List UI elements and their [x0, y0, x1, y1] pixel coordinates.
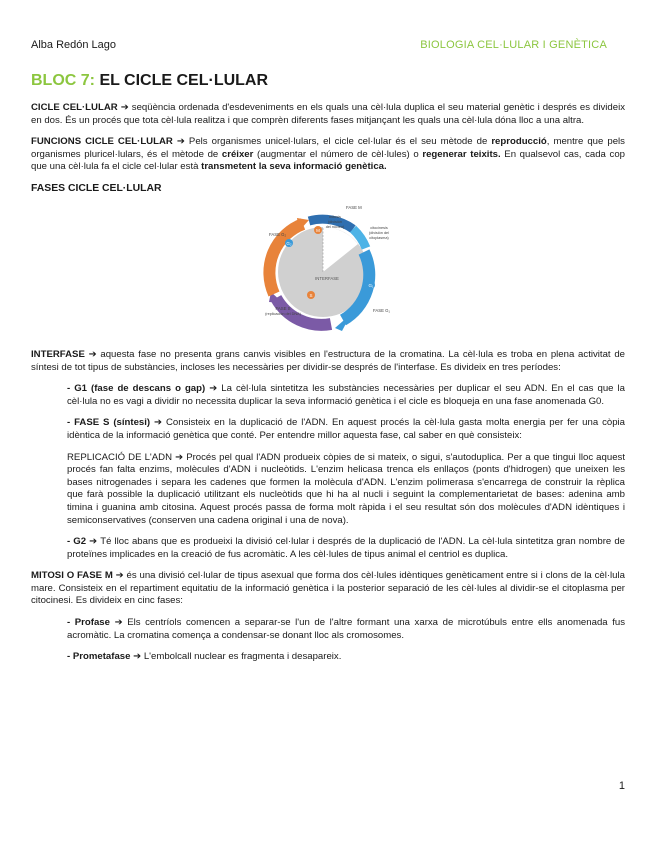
arrow-icon: ➔ [172, 451, 187, 463]
text-profase: Els centríols comencen a separar-se l'un de l'altre formant una xarxa de microtúbuls entre ells anomenada fus acromàtic. La cromatina comença a condensar-se donant lloc als cromosomes. [67, 617, 625, 641]
page-number: 1 [618, 780, 625, 792]
text-replicacio: Procés pel qual l'ADN produeix còpies de si mateix, o sigui, s'autoduplica. Per a que tingui lloc aquest procés fan falta enzims, molècules d'ADN i nucleòtids. L'enzim helicasa trenca els enllaços (ponts d'hidrogen) que uneixen les bases nitrogenades i separa les cadenes que formen la molècula d'ADN. L'enzim polimerasa s'encarrega de construir la rèplica que farà possible la duplicació utilitzant els nucleòtids que hi ha al nucli i seguint la complementarietat de bases: adenina amb timina i guanina amb citosina. Aquest procés passa de forma molt ràpida i el seu resultat són dos molècules d'ADN idèntiques i semiconservatives (conserven una cadena original i una de nova). [67, 451, 625, 526]
fase-g1-label: FASE G₁ [373, 307, 390, 313]
text-interfase: aquesta fase no presenta grans canvis visibles en l'estructura de la cromatina. La cèl·lula es troba en plena activitat de síntesi de tot tipus de substàncies, incloses les necessàries per dividir-se després de l'interfase. Es divideix en tres períodes: [31, 348, 625, 373]
text-fase-s: Consisteix en la duplicació de l'ADN. En aquest procés la cèl·lula gasta molta energia per fer una còpia idèntica de la informació genètica que conté. Per entendre millor aquesta fase, cal saber en què consisteix: [67, 417, 626, 441]
fase-m-label: FASE M [346, 204, 362, 210]
document-body [31, 72, 625, 673]
text-funcions-4: En qualsevol cas, cada cop que una cèl·lula fa el cicle cel·lular està [31, 148, 626, 173]
arrow-icon: ➔ [150, 417, 166, 429]
text-prometafase: L'embolcall nuclear es fragmenta i desapareix. [143, 651, 342, 663]
paragraph-profase [67, 617, 625, 642]
paragraph-g2 [67, 536, 625, 561]
citocinesis-label-2: (división del [368, 230, 390, 235]
fase-s-label-2: (replicación del DNA) [265, 311, 301, 316]
arrow-icon: ➔ [84, 348, 101, 360]
title-bloc: BLOC 7: [31, 72, 95, 89]
g1-label: G₁ [368, 282, 374, 288]
text-funcions-3: (augmentar el número de cèl·lules) o [253, 148, 423, 160]
term-g1: - G1 (fase de descans o gap) [67, 383, 206, 395]
interfase-label: INTERFASE [315, 275, 339, 281]
text-mitosi: és una divisió cel·lular de tipus asexual que forma dos cèl·lules idèntiques genèticament entre si i clons de la cèl·lula mare. Consisteix en el repartiment equitatiu de la informació genètica i la posterior separació de les cèl·lules al dividir-se el citoplasma per citocinesi. Es divideix en cinc fases: [31, 570, 625, 607]
text-g1: La cèl·lula sintetitza les substàncies necessàries per duplicar el seu ADN. En el cas que la cèl·lula no es vagi a dividir no necessita duplicar la seva informació genètica i el cicle es bloqueja en una fase anomenada G0. [67, 383, 625, 407]
term-fase-s: - FASE S (síntesi) [67, 417, 151, 429]
paragraph-g1 [67, 383, 625, 408]
bold-creixer: créixer [221, 148, 254, 160]
cell-cycle-figure [31, 200, 625, 335]
m-label: M [316, 227, 320, 233]
bold-transmetent: transmetent la seva informació genètica. [201, 161, 387, 173]
term-prometafase: - Prometafase [67, 651, 131, 663]
section-heading-fases: FASES CICLE CEL·LULAR [31, 182, 162, 194]
term-mitosi: MITOSI O FASE M [31, 570, 113, 582]
citocinesis-label-3: citoplasma) [369, 235, 389, 240]
term-funcions: FUNCIONS CICLE CEL·LULAR [31, 136, 173, 148]
paragraph-cicle [31, 102, 625, 127]
text-g2: Té lloc abans que es produeixi la divisió cel·lular i després de la duplicació de l'ADN. La cèl·lula sintetitza gran nombre de proteïnes implicades en la creació de fus acromàtic. A les cèl·lules de tipus animal el centriol es duplica. [67, 536, 625, 560]
paragraph-funcions [31, 136, 625, 174]
text-cicle: seqüència ordenada d'esdeveniments en els quals una cèl·lula duplica el seu material genètic i després es divideix en dos. És un procés que tota cèl·lula realitza i que comprèn diferents fases mitjançant les quals una cèl·lula dóna lloc a una altra. [31, 102, 625, 126]
arrow-icon: ➔ [112, 570, 127, 582]
arrow-icon: ➔ [86, 536, 101, 548]
mitosis-label-2: (división [328, 219, 342, 224]
citocinesis-label-1: citocinesis [370, 225, 388, 230]
bold-reproduccio: reproducció [491, 136, 547, 148]
term-profase: - Profase [67, 617, 110, 629]
header-author: Alba Redón Lago [31, 39, 117, 51]
fase-s-label-1: FASE S [275, 305, 291, 311]
paragraph-interfase [31, 349, 625, 374]
s-label: S [309, 292, 313, 298]
arrow-icon: ➔ [205, 383, 222, 395]
mitosis-label-1: mitosis [329, 214, 341, 219]
arrow-icon: ➔ [109, 617, 128, 629]
paragraph-replicacio [67, 452, 625, 528]
term-cicle: CICLE CEL·LULAR [31, 102, 118, 113]
header-subject: BIOLOGIA CEL·LULAR I GENÈTICA [420, 39, 607, 51]
cell-cycle-diagram [231, 200, 421, 335]
term-replicacio: REPLICACIÓ DE L'ADN [67, 451, 173, 463]
term-g2: - G2 [67, 536, 87, 548]
arrow-icon: ➔ [117, 102, 132, 113]
bold-regenerar: regenerar teixits. [422, 148, 501, 160]
title-text: EL CICLE CEL·LULAR [95, 72, 269, 89]
g2-label: G₂ [286, 240, 292, 246]
page-title [31, 72, 625, 90]
term-interfase: INTERFASE [31, 348, 85, 360]
mitosis-label-3: del núcleo) [325, 224, 345, 229]
arrow-icon: ➔ [172, 136, 189, 148]
arrow-icon: ➔ [130, 651, 144, 663]
paragraph-prometafase [67, 651, 625, 664]
fase-g2-label: FASE G₂ [269, 231, 287, 237]
paragraph-mitosi [31, 570, 625, 608]
text-funcions-2: , mentre que pels organismes pluricel·lulars, és el mètode de [31, 136, 625, 160]
text-funcions-1: Pels organismes unicel·lulars, el cicle cel·lular és el seu mètode de [188, 136, 492, 148]
paragraph-fase-s [67, 417, 625, 442]
